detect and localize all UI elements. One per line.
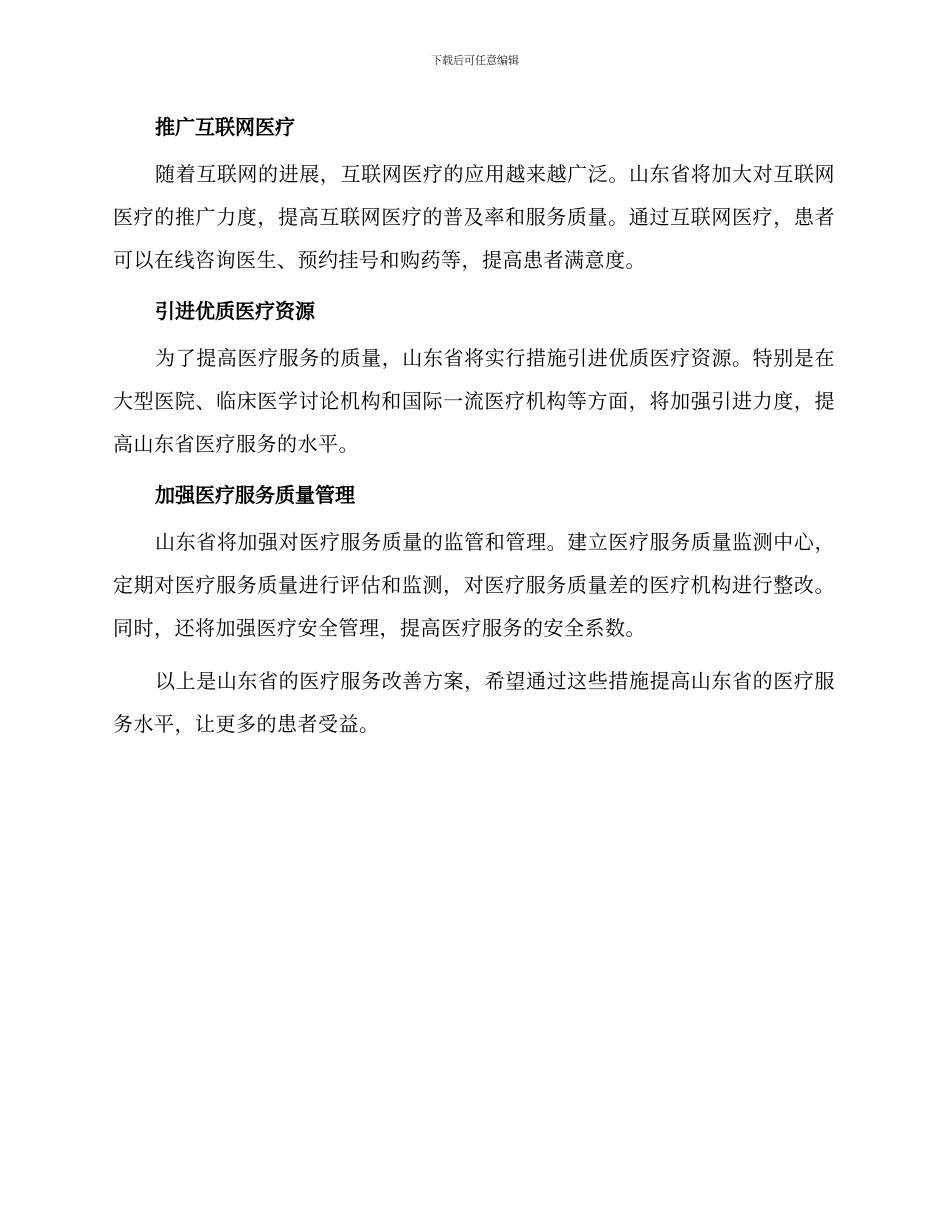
section-heading-quality-resources: 引进优质医疗资源 [155,299,315,323]
page-header-note: 下载后可任意编辑 [431,54,519,67]
section-paragraph-quality-management: 山东省将加强对医疗服务质量的监管和管理。建立医疗服务质量监测中心，定期对医疗服务质量进行评估和监测，对医疗服务质量差的医疗机构进行整改。同时，还将加强医疗安全管理，提高医疗服务的安全系数。 [113,530,835,640]
section-heading-quality-management: 加强医疗服务质量管理 [155,483,355,507]
section-paragraph-quality-resources: 为了提高医疗服务的质量，山东省将实行措施引进优质医疗资源。特别是在大型医院、临床医学讨论机构和国际一流医疗机构等方面，将加强引进力度，提高山东省医疗服务的水平。 [113,346,835,456]
document-body [113,108,835,746]
section-paragraph-internet-medicine: 随着互联网的进展，互联网医疗的应用越来越广泛。山东省将加大对互联网医疗的推广力度，提高互联网医疗的普及率和服务质量。通过互联网医疗，患者可以在线咨询医生、预约挂号和购药等，提高患者满意度。 [113,162,835,272]
section-heading-internet-medicine: 推广互联网医疗 [155,115,295,139]
conclusion-paragraph: 以上是山东省的医疗服务改善方案，希望通过这些措施提高山东省的医疗服务水平，让更多的患者受益。 [113,669,835,736]
